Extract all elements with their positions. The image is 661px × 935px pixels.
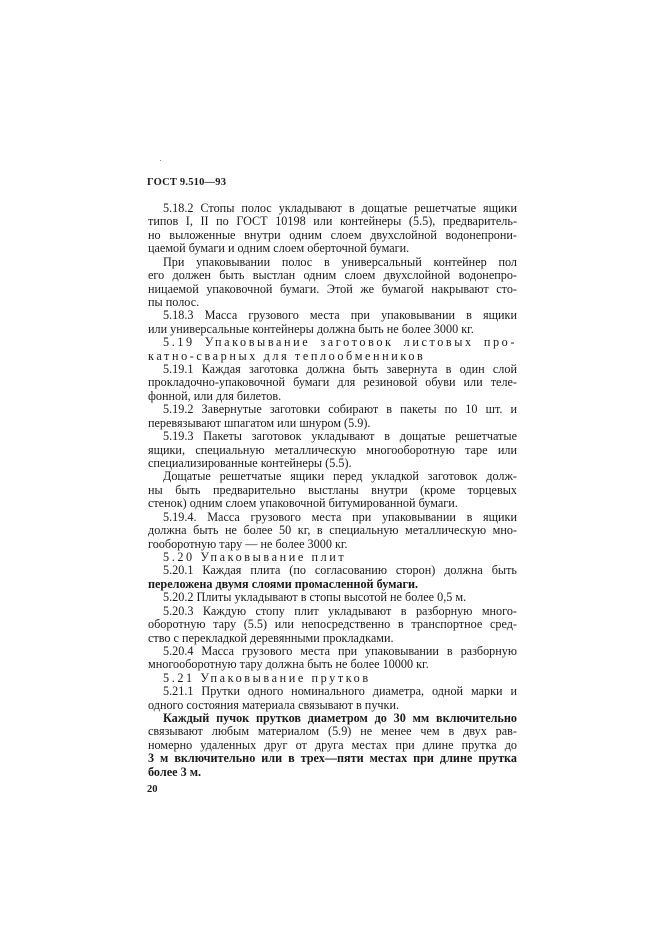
text-line: 5.19.2 Завернутые заготовки собирают в пакеты по 10 шт. и [163,402,517,417]
text-line: ницаемой упаковочной бумаги. Этой же бумагой накрывают сто- [148,281,517,296]
text-line: ящики, специальную металлическую многооборотную таре или [148,442,517,457]
text-line: Дощатые решетчатые ящики перед укладкой заготовок долж- [163,469,517,484]
document-header: ГОСТ 9.510—93 [147,177,227,188]
text-line: одного состояния материала связывают в пучки. [148,697,400,712]
text-line: При упаковывании полос в универсальный контейнер пол [163,254,517,269]
text-line: но выложенные внутри одним слоем двухслойной водонепрони- [148,227,517,242]
text-line: 5.20.4 Масса грузового места при упаковывании в разборную [163,643,517,658]
section-heading-line: 5.21 Упаковывание прутков [163,670,371,685]
text-line: 5.19.3 Пакеты заготовок укладывают в дощатые решетчатые [163,429,517,444]
text-line: ство с перекладкой деревянными прокладками. [148,630,394,645]
section-heading-line: 5.20 Упаковывание плит [163,549,347,564]
text-line: 5.18.3 Масса грузового места при упаковывании в ящики [163,308,517,323]
text-line: типов I, II по ГОСТ 10198 или контейнеры (5.5), предваритель- [148,214,517,229]
text-line: ны быть предварительно выстланы внутри (кроме торцевых [148,482,517,497]
text-line: цаемой бумаги и одним слоем оберточной бумаги. [148,241,410,256]
text-line: 5.21.1 Прутки одного номинального диаметра, одной марки и [163,684,517,699]
page-number: 20 [147,784,158,795]
text-line: более 3 м. [148,764,202,779]
text-line: связывают любым материалом (5.9) не менее чем в двух рав- [148,724,517,739]
text-line: стенок) одним слоем упаковочной битумированной бумаги. [148,496,458,511]
text-line: должна быть не более 50 кг, в специальную металлическую мно- [148,523,517,538]
text-line: многооборотную тару должна быть не более 10000 кг. [148,657,429,672]
scan-speck [160,160,161,161]
section-heading-line: 5.19 Упаковывание заготовок листовых про- [163,335,517,350]
text-line: фонной, или для билетов. [148,388,282,403]
text-line: 5.20.3 Каждую стопу плит укладывают в разборную много- [163,603,517,618]
text-line: прокладочно-упаковочной бумаги для резиновой обуви или теле- [148,375,517,390]
text-line: специализированные контейнеры (5.5). [148,456,352,471]
text-line: 5.20.1 Каждая плита (по согласованию сторон) должна быть [163,563,517,578]
text-line: оборотную тару (5.5) или непосредственно в транспортное сред- [148,617,517,632]
text-line: перевязывают шпагатом или шнуром (5.9). [148,415,371,430]
text-line: 5.20.2 Плиты укладывают в стопы высотой не более 0,5 м. [163,590,467,605]
text-line: 3 м включительно или в трех—пяти местах при длине прутка [148,751,517,766]
text-line: переложена двумя слоями промасленной бумаги. [148,576,419,591]
text-line: 5.18.2 Стопы полос укладывают в дощатые решетчатые ящики [163,201,517,215]
text-line: 5.19.1 Каждая заготовка должна быть завернута в один слой [163,362,517,377]
text-line: номерно удаленных друг от друга местах при длине прутка до [148,737,517,752]
text-line: 5.19.4. Масса грузового места при упаковывании в ящики [163,509,517,524]
section-heading-line: катно-сварных для теплообменников [148,348,426,363]
text-line: или универсальные контейнеры должна быть не более 3000 кг. [148,321,474,336]
text-line: его должен быть выстлан одним слоем двухслойной водонепро- [148,268,517,283]
document-body [148,202,517,779]
text-line: пы полос. [148,294,200,309]
text-line: гооборотную тару — не более 3000 кг. [148,536,348,551]
text-line: Каждый пучок прутков диаметром до 30 мм включительно [163,711,517,726]
